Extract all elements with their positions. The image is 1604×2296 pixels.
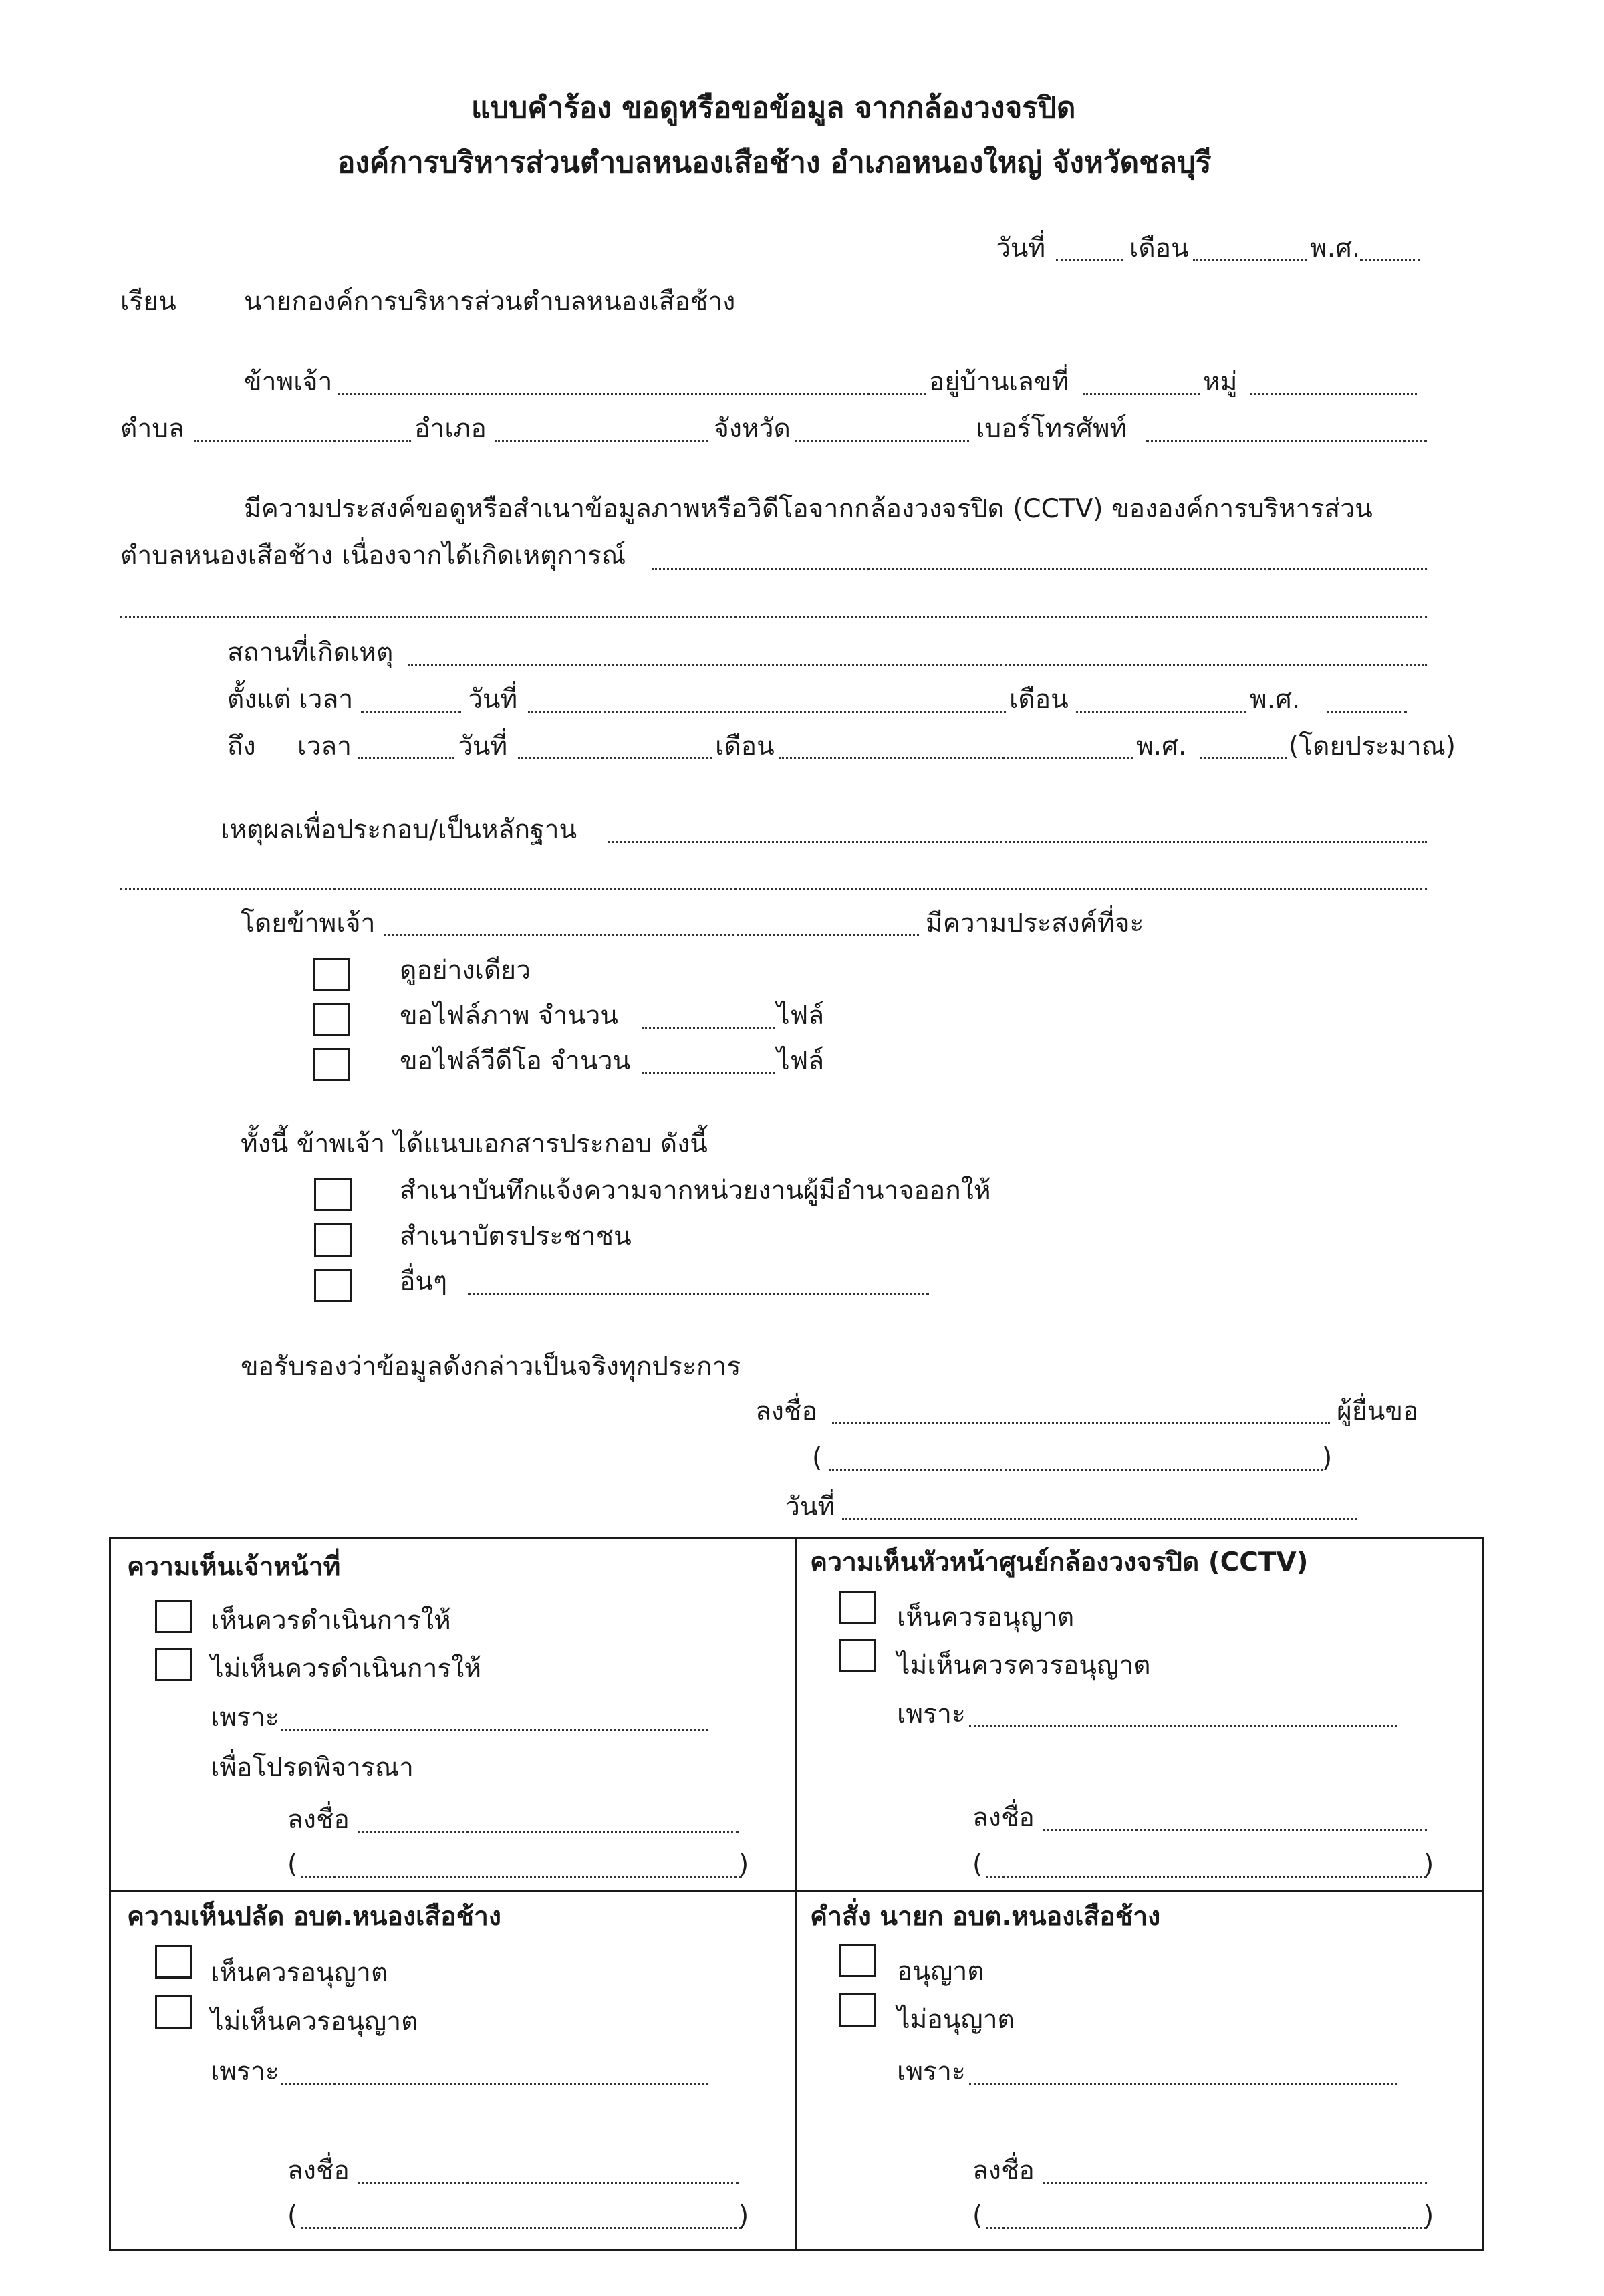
applicant-sign-label: ลงชื่อ [755,1396,817,1426]
officer-because-label: เพราะ [211,1702,279,1733]
mayor-because-label: เพราะ [897,2057,966,2087]
officer-because-field[interactable] [281,1729,708,1731]
applicant-name-open-paren: ( [812,1443,823,1473]
incident-description-field-2[interactable] [120,616,1427,618]
to-time-field[interactable] [358,757,454,759]
cctv-head-close-paren: ) [1424,1849,1434,1880]
cctv-head-approve-label: เห็นควรอนุญาต [897,1602,1075,1632]
option-video-file-suffix: ไฟล์ [777,1046,825,1076]
mayor-reject-label: ไม่อนุญาต [897,2005,1015,2035]
form-title-line2: องค์การบริหารส่วนตำบลหนองเสือช้าง อำเภอหนองใหญ่ จังหวัดชลบุรี [338,146,1212,180]
applicant-role-label: ผู้ยื่นขอ [1337,1396,1419,1426]
house-no-label: อยู่บ้านเลขที่ [929,367,1069,397]
option-image-file-label: ขอไฟล์ภาพ จำนวน [400,1001,618,1031]
from-month-label: เดือน [1009,684,1069,715]
officer-reject-checkbox[interactable] [155,1648,192,1681]
from-day-field[interactable] [528,711,1006,713]
from-year-field[interactable] [1327,711,1407,713]
to-month-field[interactable] [779,757,1133,759]
officer-name-field[interactable] [301,1876,742,1878]
reason-field[interactable] [608,841,1427,843]
mayor-reject-checkbox[interactable] [839,1993,876,2027]
to-year-label: พ.ศ. [1136,731,1187,761]
request-intent-label: มีความประสงค์ที่จะ [926,908,1144,938]
deputy-heading: ความเห็นปลัด อบต.หนองเสือช้าง [127,1902,501,1932]
from-time-field[interactable] [361,711,461,713]
incident-place-label: สถานที่เกิดเหตุ [227,638,394,668]
from-year-label: พ.ศ. [1250,684,1301,715]
mayor-name-field[interactable] [986,2227,1427,2229]
request-by-field[interactable] [384,934,919,936]
certify-text: ขอรับรองว่าข้อมูลดังกล่าวเป็นจริงทุกประการ [241,1352,741,1382]
option-image-file-suffix: ไฟล์ [777,1001,825,1031]
amphoe-label: อำเภอ [414,414,487,444]
deputy-close-paren: ) [739,2201,749,2231]
mayor-open-paren: ( [972,2201,983,2231]
cctv-head-approve-checkbox[interactable] [839,1591,876,1624]
deputy-because-field[interactable] [281,2083,708,2085]
review-table-horizontal-divider [109,1890,1482,1892]
tambon-field[interactable] [194,440,411,442]
deputy-approve-checkbox[interactable] [155,1945,192,1979]
officer-reject-label: ไม่เห็นควรดำเนินการให้ [211,1654,482,1684]
option-view-only-label: ดูอย่างเดียว [400,955,531,985]
phone-field[interactable] [1146,440,1427,442]
moo-label: หมู่ [1203,367,1238,397]
mayor-because-field[interactable] [969,2083,1397,2085]
to-month-label: เดือน [715,731,775,761]
officer-sign-label: ลงชื่อ [287,1805,350,1835]
attach-id-card-label: สำเนาบัตรประชาชน [400,1221,632,1251]
date-day-field[interactable] [1056,259,1123,261]
officer-approve-label: เห็นควรดำเนินการให้ [211,1606,451,1636]
attachments-intro: ทั้งนี้ ข้าพเจ้า ได้แนบเอกสารประกอบ ดังนี้ [241,1129,708,1159]
to-time-label: เวลา [297,731,352,761]
deputy-reject-checkbox[interactable] [155,1995,192,2029]
province-field[interactable] [795,440,969,442]
reason-field-2[interactable] [120,888,1427,890]
purpose-line1: มีความประสงค์ขอดูหรือสำเนาข้อมูลภาพหรือวิดีโอจากกล้องวงจรปิด (CCTV) ขององค์การบริหารส่วน [244,494,1373,524]
cctv-head-open-paren: ( [972,1849,983,1880]
cctv-head-because-label: เพราะ [897,1699,966,1729]
purpose-line2: ตำบลหนองเสือช้าง เนื่องจากได้เกิดเหตุการณ์ [120,541,626,571]
tambon-label: ตำบล [120,414,184,444]
cctv-head-sign-label: ลงชื่อ [972,1803,1035,1833]
cctv-head-reject-checkbox[interactable] [839,1639,876,1672]
cctv-head-sign-field[interactable] [1043,1829,1427,1831]
option-view-only-checkbox[interactable] [313,958,350,991]
officer-sign-field[interactable] [358,1831,739,1833]
cctv-head-reject-label: ไม่เห็นควรควรอนุญาต [897,1650,1151,1680]
form-title-line1: แบบคำร้อง ขอดูหรือขอข้อมูล จากกล้องวงจรปิด [471,91,1076,125]
attach-police-report-label: สำเนาบันทึกแจ้งความจากหน่วยงานผู้มีอำนาจออกให้ [400,1176,991,1206]
deputy-approve-label: เห็นควรอนุญาต [211,1958,388,1988]
mayor-approve-label: อนุญาต [897,1956,984,1987]
image-file-count-field[interactable] [642,1027,775,1029]
attach-other-field[interactable] [468,1293,929,1295]
request-by-label: โดยข้าพเจ้า [241,908,376,938]
officer-approve-checkbox[interactable] [155,1600,192,1633]
applicant-printed-name-field[interactable] [829,1469,1323,1471]
mayor-heading: คำสั่ง นายก อบต.หนองเสือช้าง [810,1902,1161,1932]
officer-close-paren: ) [739,1849,749,1880]
to-year-field[interactable] [1200,757,1287,759]
deputy-open-paren: ( [287,2201,298,2231]
attach-police-report-checkbox[interactable] [314,1178,352,1211]
deputy-because-label: เพราะ [211,2057,279,2087]
approx-label: (โดยประมาณ) [1289,731,1456,761]
deputy-reject-label: ไม่เห็นควรอนุญาต [211,2007,418,2037]
review-table-vertical-divider [795,1537,797,2249]
deputy-sign-label: ลงชื่อ [287,2156,350,2186]
moo-field[interactable] [1250,393,1417,395]
from-day-label: วันที่ [468,684,518,715]
officer-heading: ความเห็นเจ้าหน้าที่ [127,1552,341,1582]
cctv-head-because-field[interactable] [969,1725,1397,1727]
option-video-file-label: ขอไฟล์วีดีโอ จำนวน [400,1046,631,1076]
date-year-label: พ.ศ. [1310,233,1361,263]
officer-open-paren: ( [287,1849,298,1880]
applicant-name-label: ข้าพเจ้า [244,367,333,397]
deputy-sign-field[interactable] [358,2182,739,2184]
cctv-head-heading: ความเห็นหัวหน้าศูนย์กล้องวงจรปิด (CCTV) [810,1547,1309,1577]
officer-consider-label: เพื่อโปรดพิจารณา [211,1753,414,1783]
applicant-name-close-paren: ) [1322,1443,1333,1473]
salutation-recipient: นายกองค์การบริหารส่วนตำบลหนองเสือช้าง [244,287,736,317]
applicant-name-field[interactable] [338,393,926,395]
mayor-sign-label: ลงชื่อ [972,2156,1035,2186]
amphoe-field[interactable] [495,440,708,442]
mayor-approve-checkbox[interactable] [839,1944,876,1977]
date-month-label: เดือน [1129,233,1189,263]
phone-label: เบอร์โทรศัพท์ [976,414,1127,444]
attach-other-label: อื่นๆ [400,1267,448,1297]
incident-description-field[interactable] [652,568,1427,570]
attach-other-checkbox[interactable] [314,1269,352,1302]
deputy-name-field[interactable] [301,2227,742,2229]
date-day-label: วันที่ [996,233,1046,263]
mayor-sign-field[interactable] [1043,2182,1427,2184]
to-day-field[interactable] [518,757,712,759]
attach-id-card-checkbox[interactable] [314,1223,352,1257]
from-time-label: ตั้งแต่ เวลา [227,684,354,715]
option-image-file-checkbox[interactable] [313,1003,350,1036]
house-no-field[interactable] [1083,393,1200,395]
cctv-head-name-field[interactable] [986,1876,1427,1878]
mayor-close-paren: ) [1424,2201,1434,2231]
salutation-label: เรียน [120,287,176,317]
applicant-sign-field[interactable] [832,1422,1330,1424]
to-label: ถึง [227,731,256,761]
applicant-date-field[interactable] [842,1518,1357,1520]
option-video-file-checkbox[interactable] [313,1048,350,1081]
incident-place-field[interactable] [408,664,1427,666]
video-file-count-field[interactable] [642,1072,775,1074]
from-month-field[interactable] [1076,711,1246,713]
date-year-field[interactable] [1360,259,1420,261]
to-day-label: วันที่ [458,731,508,761]
date-month-field[interactable] [1193,259,1307,261]
reason-label: เหตุผลเพื่อประกอบ/เป็นหลักฐาน [221,815,577,845]
applicant-date-label: วันที่ [785,1492,835,1522]
province-label: จังหวัด [714,414,791,444]
